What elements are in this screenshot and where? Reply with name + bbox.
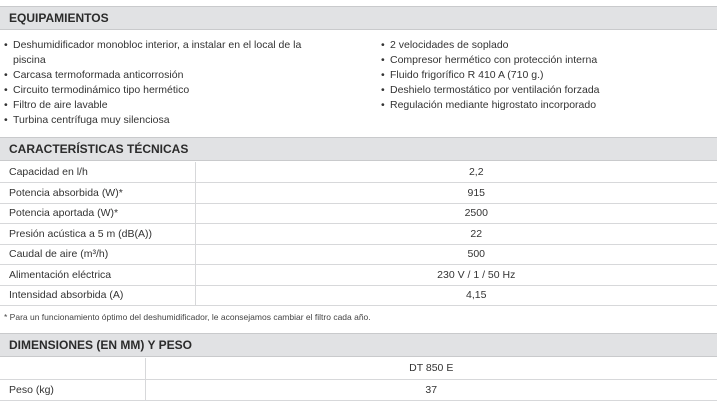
equipment-list-right bbox=[381, 38, 711, 113]
list-item: • Filtro de aire lavable bbox=[4, 98, 324, 113]
spec-value: 2,2 bbox=[195, 162, 717, 183]
spec-value: 22 bbox=[195, 224, 717, 245]
model-name: DT 850 E bbox=[145, 358, 717, 379]
list-item: • Compresor hermético con protección interna bbox=[381, 53, 711, 68]
equipment-list-left bbox=[4, 38, 324, 128]
list-item: • Turbina centrífuga muy silenciosa bbox=[4, 113, 324, 128]
spec-label: Potencia absorbida (W)* bbox=[0, 183, 195, 204]
table-row bbox=[0, 244, 717, 265]
spec-label: Caudal de aire (m³/h) bbox=[0, 244, 195, 265]
table-row bbox=[0, 379, 717, 400]
dim-header-label bbox=[0, 358, 145, 379]
spec-label: Capacidad en l/h bbox=[0, 162, 195, 183]
spec-value: 915 bbox=[195, 183, 717, 204]
table-row bbox=[0, 285, 717, 306]
spec-value: 230 V / 1 / 50 Hz bbox=[195, 265, 717, 286]
table-row bbox=[0, 358, 717, 379]
spec-value: 4,15 bbox=[195, 285, 717, 306]
spec-value: 2500 bbox=[195, 203, 717, 224]
spec-label: Presión acústica a 5 m (dB(A)) bbox=[0, 224, 195, 245]
dim-label: Peso (kg) bbox=[0, 379, 145, 400]
table-row bbox=[0, 224, 717, 245]
section-header-caracteristicas: CARACTERÍSTICAS TÉCNICAS bbox=[0, 137, 717, 161]
list-item: • 2 velocidades de soplado bbox=[381, 38, 711, 53]
dim-value: 37 bbox=[145, 379, 717, 400]
list-item: • Circuito termodinámico tipo hermético bbox=[4, 83, 324, 98]
list-item: • Deshielo termostático por ventilación forzada bbox=[381, 83, 711, 98]
spec-label: Potencia aportada (W)* bbox=[0, 203, 195, 224]
table-row bbox=[0, 203, 717, 224]
table-row bbox=[0, 183, 717, 204]
footnote: * Para un funcionamiento óptimo del deshumidificador, le aconsejamos cambiar el filtro cada año. bbox=[4, 312, 371, 322]
section-header-dimensiones: DIMENSIONES (EN MM) Y PESO bbox=[0, 333, 717, 357]
table-row bbox=[0, 265, 717, 286]
table-row bbox=[0, 162, 717, 183]
specs-table bbox=[0, 162, 717, 306]
spec-label: Alimentación eléctrica bbox=[0, 265, 195, 286]
spec-value: 500 bbox=[195, 244, 717, 265]
spec-label: Intensidad absorbida (A) bbox=[0, 285, 195, 306]
section-header-equipamientos: EQUIPAMIENTOS bbox=[0, 6, 717, 30]
dimensions-table bbox=[0, 358, 717, 401]
list-item: • Deshumidificador monobloc interior, a instalar en el local de la piscina bbox=[4, 38, 324, 68]
list-item: • Carcasa termoformada anticorrosión bbox=[4, 68, 324, 83]
list-item: • Regulación mediante higrostato incorporado bbox=[381, 98, 711, 113]
list-item: • Fluido frigorífico R 410 A (710 g.) bbox=[381, 68, 711, 83]
